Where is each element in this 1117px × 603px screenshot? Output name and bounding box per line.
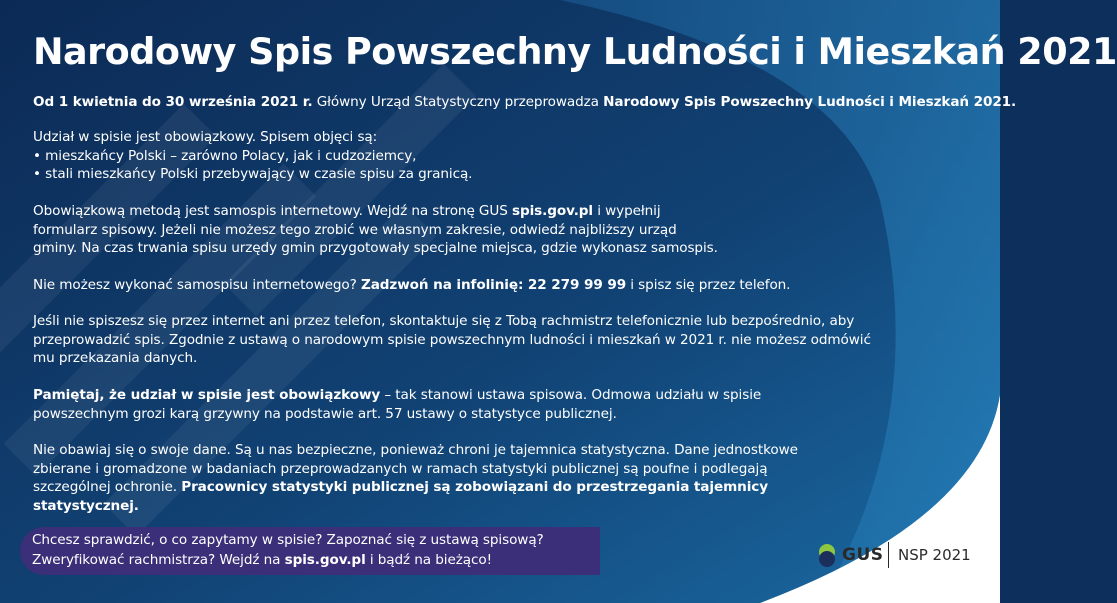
obligation-paragraph: Udział w spisie jest obowiązkowy. Spisem objęci są: • mieszkańcy Polski – zarówno Polacy, jak i cudzoziemcy, • stali mieszkańcy Polski przebywający w czasie spisu za granicą. bbox=[33, 129, 473, 182]
logo-divider bbox=[888, 542, 889, 568]
privacy-paragraph: Nie obawiaj się o swoje dane. Są u nas bezpieczne, ponieważ chroni je tajemnica statystyczna. Dane jednostkowe zbierane i gromadzone w badaniach przeprowadzanych w ramach statystyki publicznej są poufne i podlegają szczególnej ochronie. Pracownicy statystyki publicznej są zobowiązani do przestrzegania tajemnicy statystycznej. bbox=[33, 442, 798, 514]
phone-paragraph: Nie możesz wykonać samospisu internetowego? Zadzwoń na infolinię: 22 279 99 99 i spisz się przez telefon. bbox=[33, 277, 791, 293]
enumerator-paragraph: Jeśli nie spiszesz się przez internet ani przez telefon, skontaktuje się z Tobą rachmistrz telefonicznie lub bezpośrednio, aby przeprowadzić spis. Zgodnie z ustawą o narodowym spisie powszechnym ludności i mieszkań w 2021 r. nie możesz odmówić mu przekazania danych. bbox=[33, 313, 871, 366]
infoline-number: Zadzwoń na infolinię: 22 279 99 99 bbox=[360, 277, 627, 293]
callout-spis-link[interactable]: spis.gov.pl bbox=[284, 551, 366, 568]
page-title: Narodowy Spis Powszechny Ludności i Mieszkań 2021 bbox=[33, 30, 1117, 73]
gus-logo-icon bbox=[816, 538, 840, 572]
gus-wordmark: GUS bbox=[842, 545, 884, 565]
intro-paragraph: Od 1 kwietnia do 30 września 2021 r. Główny Urząd Statystyczny przeprowadza Narodowy Spis Powszechny Ludności i Mieszkań 2021. bbox=[33, 94, 1017, 110]
method-paragraph: Obowiązkową metodą jest samospis internetowy. Wejdź na stronę GUS spis.gov.pl i wypełnij formularz spisowy. Jeżeli nie możesz tego zrobić we własnym zakresie, odwiedź najbliższy urząd gminy. Na czas trwania spisu urzędy gmin przygotowały specjalne miejsca, gdzie wykonasz samospis. bbox=[33, 203, 718, 256]
callout-text: Chcesz sprawdzić, o co zapytamy w spisie? Zapoznać się z ustawą spisową? Zweryfikować rachmistrza? Wejdź na spis.gov.pl i bądź na bieżąco! bbox=[32, 532, 544, 568]
penalty-paragraph: Pamiętaj, że udział w spisie jest obowiązkowy – tak stanowi ustawa spisowa. Odmowa udziału w spisie powszechnym grozi karą grzywny na podstawie art. 57 ustawy o statystyce publicznej. bbox=[33, 387, 762, 422]
spis-link[interactable]: spis.gov.pl bbox=[511, 203, 593, 219]
nsp-wordmark: NSP 2021 bbox=[898, 546, 971, 564]
